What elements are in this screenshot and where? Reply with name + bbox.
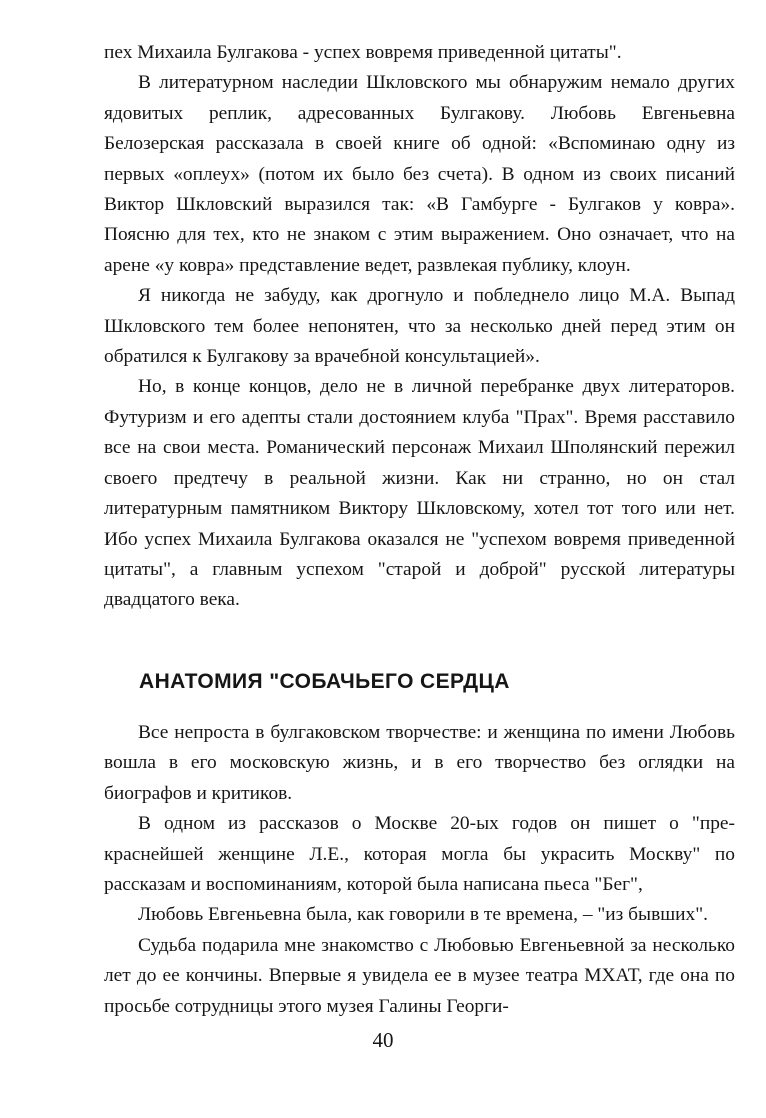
paragraph: Но, в конце концов, дело не в личной перебранке двух литераторов. Футуризм и его адепты стали достоянием клуба "Прах". Время расставило все на свои места. Романический персонаж Михаил Шполянский пережил своего предтечу в реальной жизни. Как ни странно, но он стал литературным памятником Виктору Шкловскому, хотел тот того или нет. Ибо успех Михаила Булгакова оказался не "успехом вовремя приведенной цитаты", а главным успехом "старой и доброй" русской литературы двадцатого века.	[104, 376, 735, 611]
paragraph: Все непроста в булгаковском творчестве: и женщина по имени Любовь вошла в его московскую жизнь, и в его творчество без оглядки на биографов и критиков.	[104, 722, 735, 804]
paragraph: В литературном наследии Шкловского мы обнаружим немало других ядовитых реплик, адресованных Булгакову. Любовь Евгеньевна Белозерская рассказала в своей книге об одной: «Вспоминаю одну из первых «оплеух» (потом их было без счета). В одном из своих писаний Виктор Шкловский выразился так: «В Гамбурге - Булгаков у ковра». Поясню для тех, кто не знаком с этим выражением. Оно означает, что на арене «у ковра» представление ведет, развлекая публику, клоун.	[104, 72, 735, 276]
chapter-heading: АНАТОМИЯ "СОБАЧЬЕГО СЕРДЦА	[139, 670, 510, 693]
paragraph: В одном из рассказов о Москве 20-ых годов он пишет о "прекраснейшей женщине Л.Е., которая могла бы украсить Москву" по рассказам и воспоминаниям, которой была написана пьеса "Бег",	[104, 813, 735, 896]
text-block-bottom	[104, 718, 735, 1022]
paragraph: Судьба подарила мне знакомство с Любовью Евгеньевной за несколько лет до ее кончины. Впервые я увидела ее в музее театра МХАТ, где она по просьбе сотрудницы этого музея Галины Георги-	[104, 934, 735, 1017]
page-number: 40	[372, 1028, 394, 1052]
paragraph: пех Михаила Булгакова - успех вовремя приведенной цитаты".	[104, 42, 622, 63]
text-block-top	[104, 38, 735, 616]
paragraph: Любовь Евгеньевна была, как говорили в те времена, – "из бывших".	[138, 904, 708, 926]
paragraph: Я никогда не забуду, как дрогнуло и побледнело лицо М.А. Выпад Шкловского тем более непонятен, что за несколько дней перед этим он обратился к Булгакову за врачебной консультацией».	[104, 285, 735, 368]
